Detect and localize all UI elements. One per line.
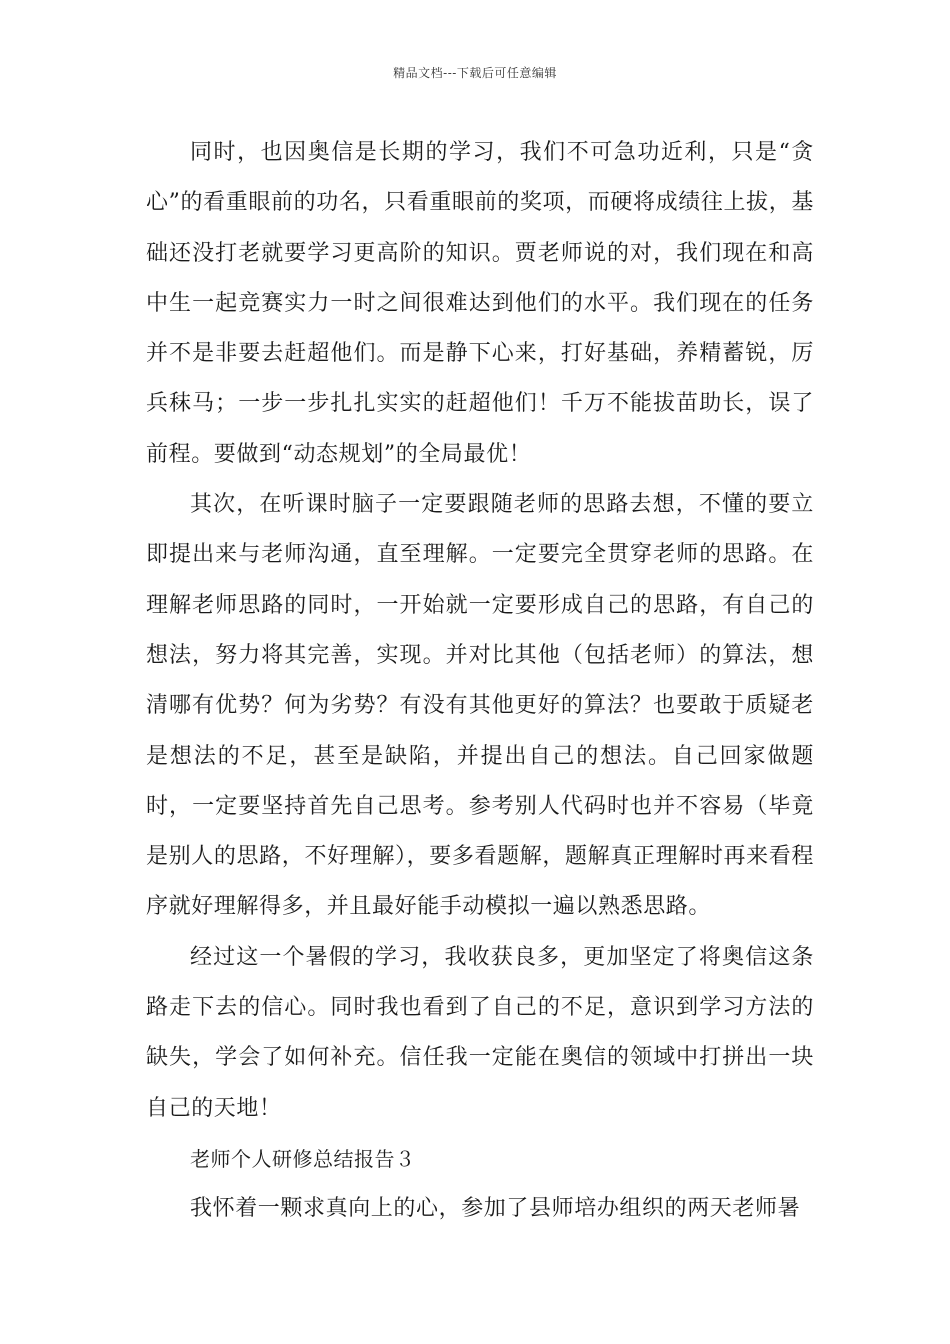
- paragraph-2: 其次，在听课时脑子一定要跟随老师的思路去想，不懂的要立即提出来与老师沟通，直至理解。一定要完全贯穿老师的思路。在理解老师思路的同时，一开始就一定要形成自己的思路，有自己的想法，努力将其完善，实现。并对比其他（包括老师）的算法，想清哪有优势？何为劣势？有没有其他更好的算法？也要敢于质疑老是想法的不足，甚至是缺陷，并提出自己的想法。自己回家做题时，一定要坚持首先自己思考。参考别人代码时也并不容易（毕竟是别人的思路，不好理解），要多看题解，题解真正理解时再来看程序就好理解得多，并且最好能手动模拟一遍以熟悉思路。: [146, 492, 814, 920]
- paragraph-3: 经过这一个暑假的学习，我收获良多，更加坚定了将奥信这条路走下去的信心。同时我也看到了自己的不足，意识到学习方法的缺失，学会了如何补充。信任我一定能在奥信的领域中打拼出一块自己的天地！: [146, 944, 814, 1121]
- section-heading: 老师个人研修总结报告３: [190, 1146, 416, 1171]
- page-header: 精品文档---下载后可任意编辑: [393, 66, 557, 80]
- paragraph-1: 同时，也因奥信是长期的学习，我们不可急功近利，只是“贪心”的看重眼前的功名，只看重眼前的奖项，而硬将成绩往上拔，基础还没打老就要学习更高阶的知识。贾老师说的对，我们现在和高中生一起竞赛实力一时之间很难达到他们的水平。我们现在的任务并不是非要去赶超他们。而是静下心来，打好基础，养精蓄锐，厉兵秣马；一步一步扎扎实实的赶超他们！千万不能拔苗助长，误了前程。要做到“动态规划”的全局最优！: [146, 140, 814, 467]
- paragraph-4: 我怀着一颗求真向上的心，参加了县师培办组织的两天老师暑: [190, 1196, 801, 1222]
- document-body: [146, 128, 814, 1235]
